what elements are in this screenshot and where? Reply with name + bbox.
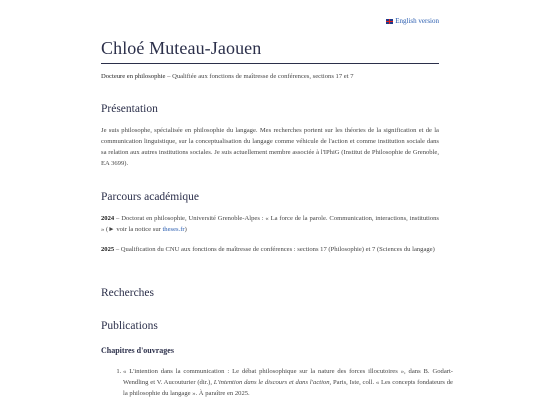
- presentation-text: Je suis philosophe, spécialisée en philosophie du langage. Mes recherches portent sur les théories de la signification et de la communication linguistique, sur la conceptualisation du langage comme véhicule de l'action et comme institution sociale dans sa relation aux autres institutions sociales. Je suis actuellement membre associée à l'IPhiG (Institut de Philosophie de Grenoble, EA 3699).: [101, 127, 439, 167]
- subtitle-degree: Docteure en philosophie: [101, 73, 166, 80]
- theses-link[interactable]: theses.fr: [162, 225, 185, 233]
- heading-parcours: Parcours académique: [101, 191, 200, 203]
- subtitle-rest: – Qualifiée aux fonctions de maîtresse de conférences, sections 17 et 7: [165, 73, 354, 80]
- page-subtitle: [101, 73, 439, 80]
- heading-presentation: Présentation: [101, 103, 158, 115]
- parcours-year-2024: 2024: [101, 215, 115, 222]
- page-title: Chloé Muteau-Jaouen: [101, 38, 262, 58]
- heading-recherches: Recherches: [101, 287, 154, 299]
- english-version-label: English version: [395, 17, 439, 25]
- pub-text-b: , Paris, Iste, coll. « Les concepts fondateurs de la philosophie du langage ». À paraître en 2025.: [123, 378, 453, 397]
- heading-publications: Publications: [101, 320, 158, 332]
- title-divider: [101, 63, 439, 64]
- publications-list: [109, 367, 453, 400]
- parcours-text-2024: – Doctorat en philosophie, Université Grenoble-Alpes : « La force de la parole. Communication, interactions, institutions » (► voir la notice sur: [101, 215, 439, 233]
- heading-chapitres: Chapitres d'ouvrages: [101, 346, 174, 355]
- uk-flag-icon: [386, 19, 393, 24]
- parcours-entry-2024: [101, 214, 439, 236]
- english-version-link[interactable]: [386, 17, 439, 25]
- parcours-year-2025: 2025: [101, 246, 115, 253]
- list-item: [123, 367, 453, 400]
- parcours-text-2025: – Qualification du CNU aux fonctions de maîtresse de conférences : sections 17 (Philosophie) et 7 (Sciences du langage): [114, 246, 435, 253]
- pub-book-title: L'intention dans le discours et dans l'action: [213, 378, 330, 386]
- parcours-text-2024-end: ): [184, 225, 187, 233]
- parcours-entry-2025: [101, 245, 439, 256]
- pub-text-a: « L'intention dans la communication : Le débat philosophique sur la nature des forces illocutoires », dans B. Godart-Wendling et V. Aucouturier (dir.),: [123, 368, 453, 386]
